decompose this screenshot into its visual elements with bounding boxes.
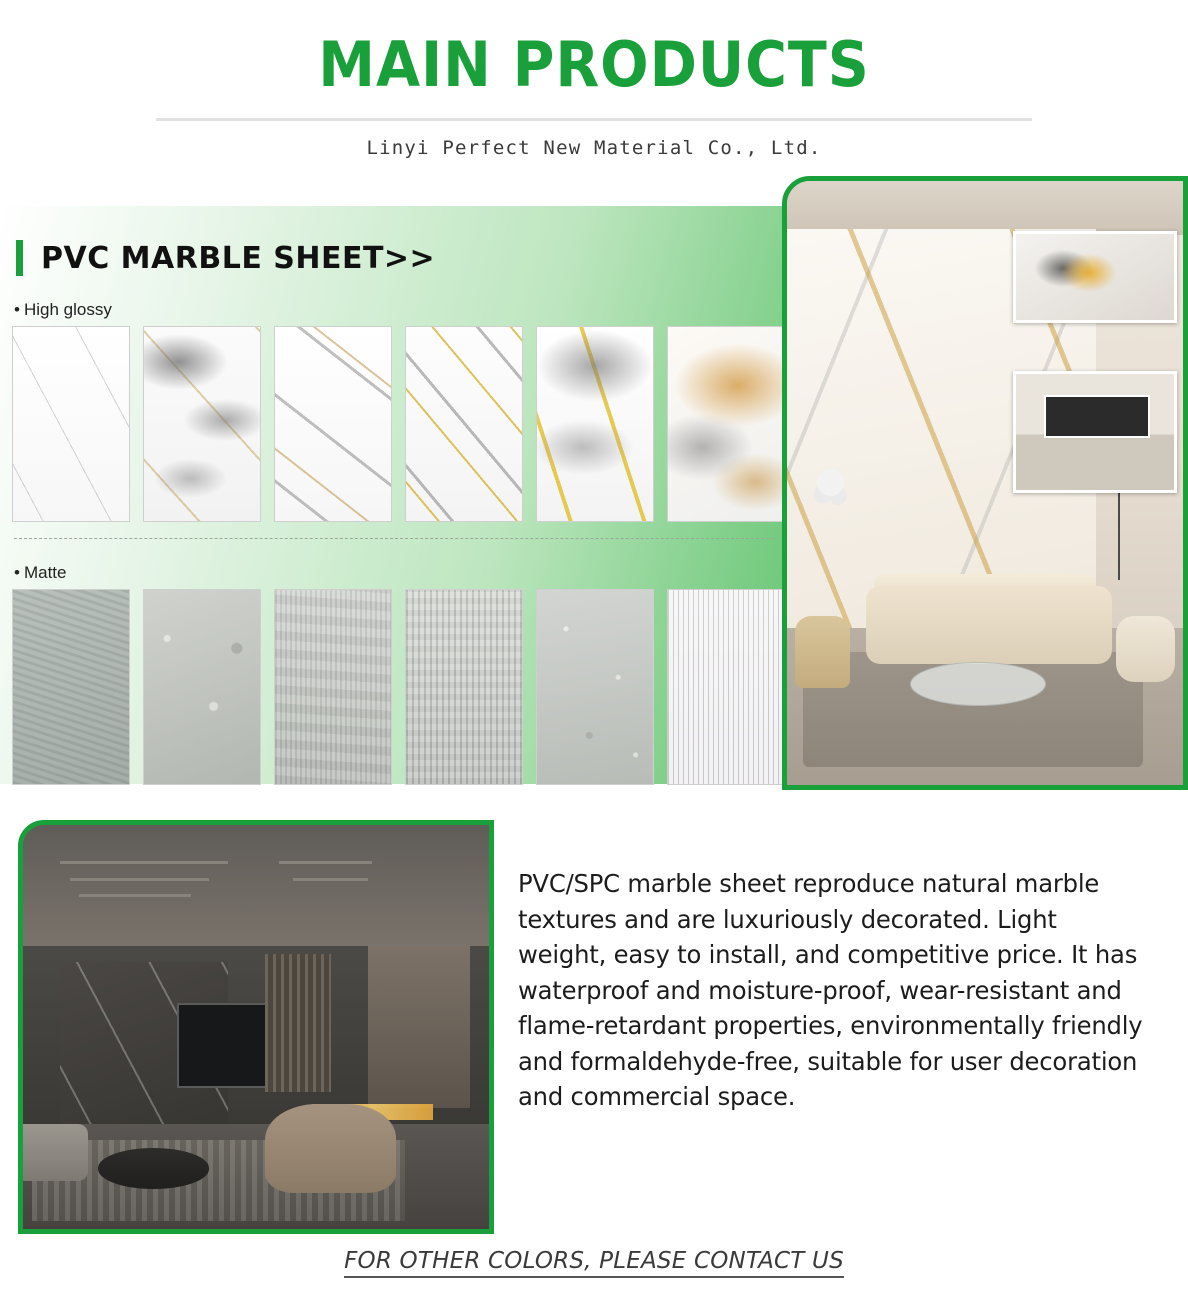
swatch-matte-6[interactable] [667,589,785,785]
hero-ceiling [787,181,1183,235]
swatch-glossy-4[interactable] [405,326,523,522]
swatch-glossy-3[interactable] [274,326,392,522]
swatch-glossy-2[interactable] [143,326,261,522]
ceiling-light-strip [279,861,372,864]
bottom-photo-coffee-table [98,1148,210,1188]
page-footer [0,1248,1188,1278]
bottom-photo-ceiling [23,825,489,946]
swatch-glossy-6[interactable] [667,326,785,522]
swatch-row-matte [0,589,786,785]
panel-heading-label: PVC MARBLE SHEET>> [41,240,436,276]
bottom-interior-photo [18,820,494,1234]
product-description: PVC/SPC marble sheet reproduce natural marble textures and are luxuriously decorated. Light weight, easy to install, and competitive price. It has waterproof and moisture-proof, wear-resistant and flame-retardant properties, environmentally friendly and formaldehyde-free, suitable for user decoration and commercial space. [518,869,1143,1111]
bullet-icon: • [14,563,20,582]
ceiling-light-strip [79,894,191,897]
bottom-photo-cabinet [368,946,471,1108]
ceiling-light-strip [70,878,210,881]
swatch-glossy-1[interactable] [12,326,130,522]
panel-heading [0,206,786,276]
hero-armchair [795,616,850,688]
swatch-matte-2[interactable] [143,589,261,785]
bottom-photo-wood-slats [265,954,330,1091]
group-divider [14,538,774,539]
ceiling-light-strip [60,861,228,864]
hero-sofa [866,586,1112,665]
hero-interior-photo [782,176,1188,790]
swatch-matte-3[interactable] [274,589,392,785]
contact-us-note[interactable]: FOR OTHER COLORS, PLEASE CONTACT US [344,1248,844,1278]
swatch-matte-4[interactable] [405,589,523,785]
group-label-matte [14,563,786,583]
page-title: MAIN PRODUCTS [318,28,870,101]
bottom-photo-sofa [18,1124,88,1181]
bullet-icon: • [14,300,20,319]
hero-pouf [1116,616,1175,682]
group-label-high-glossy [14,300,786,320]
hero-inset-photo-1 [1013,231,1177,323]
group-label-text: High glossy [23,300,112,319]
bottom-photo-armchair [265,1104,395,1193]
hero-plant [811,465,851,562]
ceiling-light-strip [293,878,368,881]
inset-tv [1044,395,1149,438]
page-header [0,0,1188,159]
company-name: Linyi Perfect New Material Co., Ltd. [366,137,822,159]
heading-accent-bar [16,240,23,276]
group-label-text: Matte [23,563,67,582]
product-panel [0,206,786,784]
swatch-glossy-5[interactable] [536,326,654,522]
swatch-matte-1[interactable] [12,589,130,785]
swatch-row-high-glossy [0,326,786,522]
swatch-matte-5[interactable] [536,589,654,785]
hero-inset-photo-2 [1013,371,1177,493]
title-divider [156,118,1032,121]
